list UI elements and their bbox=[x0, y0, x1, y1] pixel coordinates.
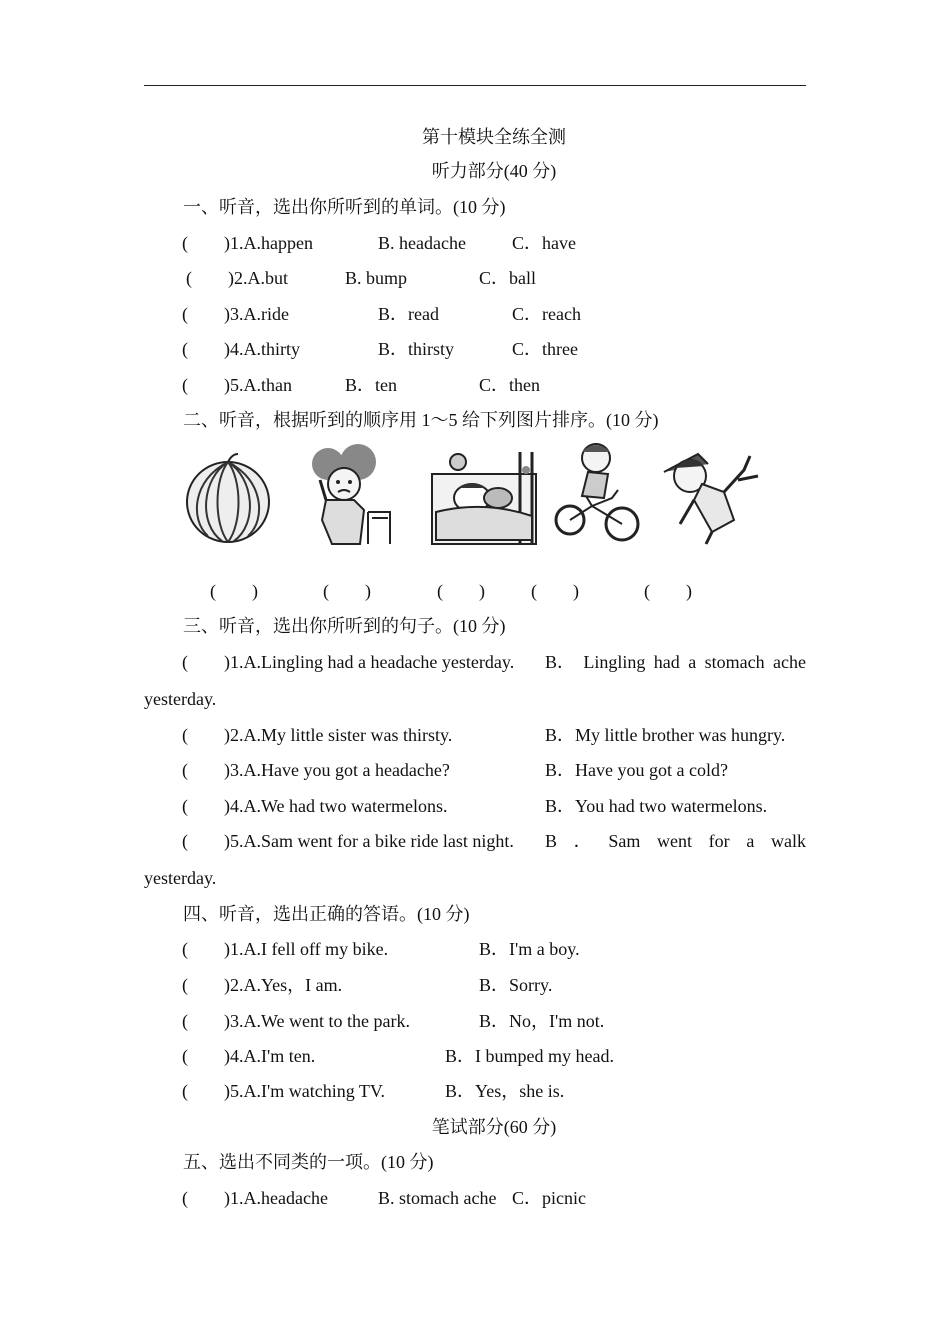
option-b: B．You had two watermelons. bbox=[545, 796, 768, 816]
question: ( )2.A.Yes，I am. bbox=[182, 975, 343, 995]
question: ( )3.A.ride bbox=[182, 304, 289, 324]
word: for bbox=[708, 831, 730, 851]
option-b: B. bump bbox=[345, 268, 408, 288]
option-b: B. headache bbox=[378, 233, 466, 253]
word: walk bbox=[770, 831, 806, 851]
option-b: B．Sorry. bbox=[479, 975, 553, 995]
question: ( )2.A.but bbox=[186, 268, 288, 288]
order-blank[interactable]: ( ) bbox=[323, 581, 371, 601]
option-b: B．I'm a boy. bbox=[479, 939, 580, 959]
girl-falling-icon bbox=[654, 440, 766, 548]
option-c: C．ball bbox=[479, 268, 536, 288]
question: ( )1.A.I fell off my bike. bbox=[182, 939, 389, 959]
section-4-heading: 四、听音，选出正确的答语。(10 分) bbox=[183, 904, 470, 924]
order-blank[interactable]: ( ) bbox=[210, 581, 258, 601]
option-b bbox=[545, 830, 806, 852]
option-b: B．Have you got a cold? bbox=[545, 760, 728, 780]
word: went bbox=[657, 831, 692, 851]
question: ( )1.A.Lingling had a headache yesterday. bbox=[182, 652, 515, 672]
section-5-heading: 五、选出不同类的一项。(10 分) bbox=[183, 1152, 434, 1172]
option-b bbox=[545, 651, 806, 673]
word: had bbox=[653, 652, 680, 672]
written-title: 笔试部分(60 分) bbox=[431, 1117, 557, 1137]
watermelon-icon bbox=[184, 440, 272, 548]
word: B． bbox=[545, 652, 576, 672]
word: ache bbox=[772, 652, 806, 672]
boy-on-bike-icon bbox=[552, 440, 642, 548]
listening-title: 听力部分(40 分) bbox=[431, 161, 557, 181]
question: ( )5.A.Sam went for a bike ride last night. bbox=[182, 831, 514, 851]
order-blank[interactable]: ( ) bbox=[644, 581, 692, 601]
section-1-heading: 一、听音，选出你所听到的单词。(10 分) bbox=[183, 197, 506, 217]
question: ( )5.A.than bbox=[182, 375, 292, 395]
page-title: 第十模块全练全测 bbox=[422, 127, 566, 147]
word: ． bbox=[573, 831, 592, 851]
option-b: B．No，I'm not. bbox=[479, 1011, 605, 1031]
word: a bbox=[688, 652, 697, 672]
question: ( )1.A.headache bbox=[182, 1188, 328, 1208]
option-b: B．My little brother was hungry. bbox=[545, 725, 786, 745]
option-b: B．I bumped my head. bbox=[445, 1046, 614, 1066]
option-b: B．Yes，she is. bbox=[445, 1081, 565, 1101]
continuation: yesterday. bbox=[144, 868, 217, 888]
order-blank[interactable]: ( ) bbox=[437, 581, 485, 601]
word: stomach bbox=[704, 652, 765, 672]
word: a bbox=[746, 831, 755, 851]
question: ( )5.A.I'm watching TV. bbox=[182, 1081, 386, 1101]
option-c: C．have bbox=[512, 233, 576, 253]
question: ( )3.A.Have you got a headache? bbox=[182, 760, 450, 780]
word: Sam bbox=[608, 831, 641, 851]
question: ( )2.A.My little sister was thirsty. bbox=[182, 725, 453, 745]
option-b: B．ten bbox=[345, 375, 397, 395]
option-b: B．thirsty bbox=[378, 339, 455, 359]
question: ( )4.A.thirty bbox=[182, 339, 300, 359]
order-blank[interactable]: ( ) bbox=[531, 581, 579, 601]
option-c: C．reach bbox=[512, 304, 581, 324]
option-c: C．three bbox=[512, 339, 578, 359]
girl-headache-icon bbox=[302, 440, 398, 548]
option-b: B．read bbox=[378, 304, 439, 324]
boy-in-bed-icon bbox=[428, 440, 540, 548]
option-b: B. stomach ache bbox=[378, 1188, 497, 1208]
option-c: C．picnic bbox=[512, 1188, 586, 1208]
question: ( )3.A.We went to the park. bbox=[182, 1011, 410, 1031]
section-2-heading: 二、听音，根据听到的顺序用 1～5 给下列图片排序。(10 分) bbox=[183, 410, 659, 430]
word: Lingling bbox=[583, 652, 646, 672]
word: B bbox=[545, 831, 558, 851]
question: ( )4.A.I'm ten. bbox=[182, 1046, 316, 1066]
option-c: C．then bbox=[479, 375, 540, 395]
section-3-heading: 三、听音，选出你所听到的句子。(10 分) bbox=[183, 616, 506, 636]
continuation: yesterday. bbox=[144, 689, 217, 709]
question: ( )1.A.happen bbox=[182, 233, 313, 253]
question: ( )4.A.We had two watermelons. bbox=[182, 796, 448, 816]
top-rule bbox=[144, 85, 806, 86]
